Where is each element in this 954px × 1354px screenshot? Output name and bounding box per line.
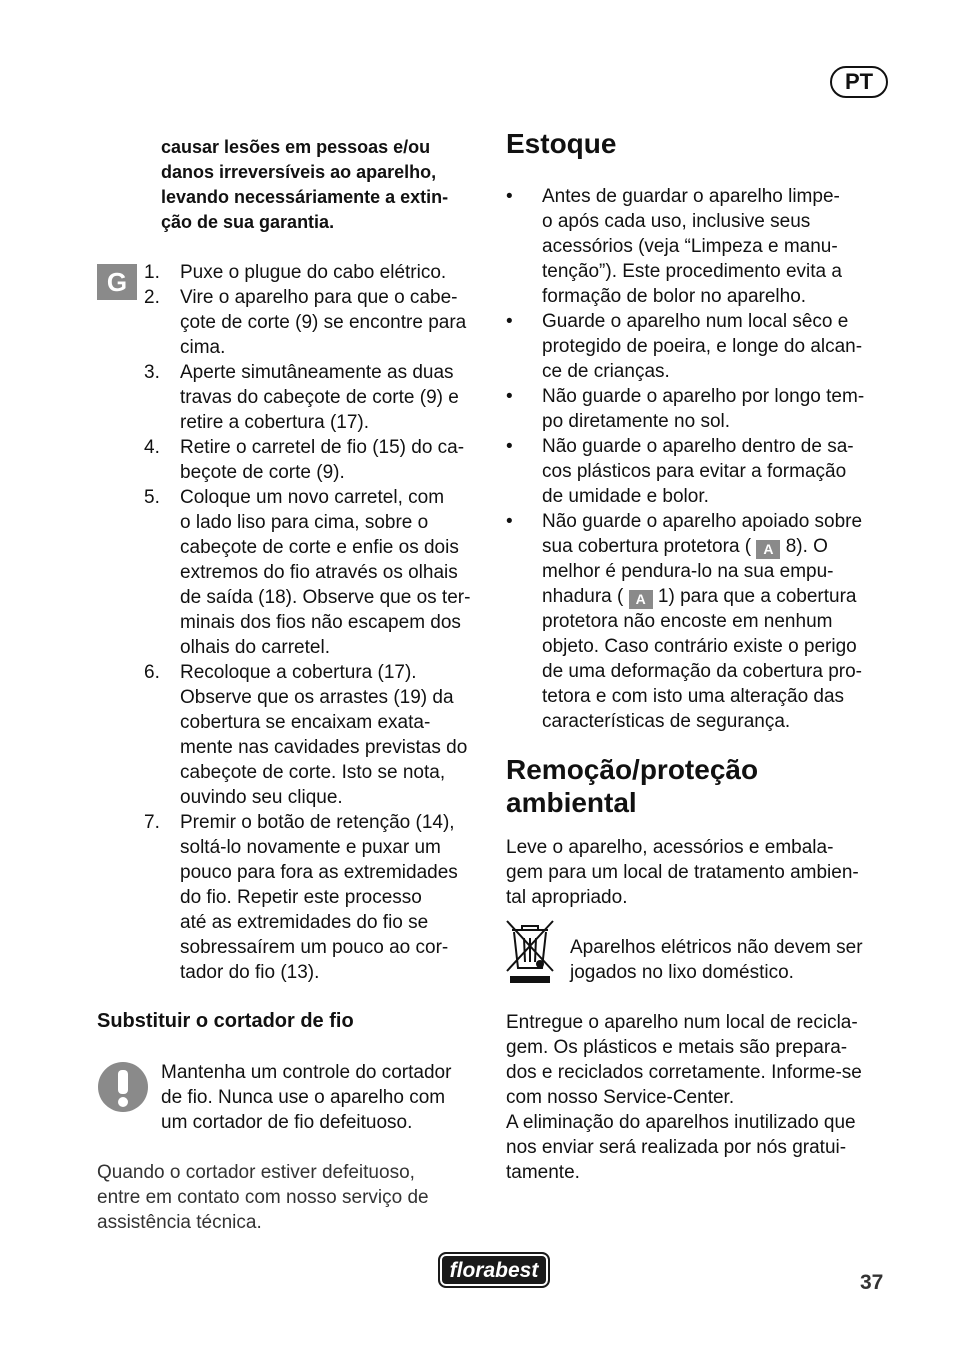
step-number: 2.	[144, 287, 160, 308]
environment-heading	[506, 753, 896, 819]
bullet-line: protetora não encoste em nenhum	[542, 611, 833, 632]
step-line: retire a cobertura (17).	[180, 412, 370, 433]
bullet-line: de umidade e bolor.	[542, 486, 709, 507]
procedure-steps	[144, 260, 484, 985]
bullet-item	[506, 384, 890, 434]
paragraph-line: com nosso Service-Center.	[506, 1087, 735, 1108]
warning-line: causar lesões em pessoas e/ou	[161, 137, 431, 157]
bullet-line: formação de bolor no aparelho.	[542, 286, 807, 307]
weee-line: jogados no lixo doméstico.	[570, 962, 794, 983]
weee-notice	[570, 935, 900, 985]
contact-paragraph	[97, 1160, 492, 1235]
bullet-line: acessórios (veja “Limpeza e manu-	[542, 236, 838, 257]
step-number: 3.	[144, 362, 160, 383]
step-line: olhais do carretel.	[180, 637, 330, 658]
paragraph-line: gem para um local de tratamento ambien-	[506, 862, 859, 883]
contact-line: assistência técnica.	[97, 1212, 262, 1233]
step-line: até as extremidades do fio se	[180, 912, 429, 933]
figure-a-tag: A	[756, 540, 780, 559]
bullet-mark: •	[506, 186, 513, 207]
step-item	[144, 260, 484, 285]
step-item	[144, 660, 484, 810]
bullet-item	[506, 434, 890, 509]
step-line: beçote de corte (9).	[180, 462, 345, 483]
florabest-logo: florabest	[438, 1252, 550, 1288]
paragraph-line: nos enviar será realizada por nós gratui-	[506, 1137, 847, 1158]
paragraph-line: Leve o aparelho, acessórios e embala-	[506, 837, 834, 858]
step-line: mente nas cavidades previstas do	[180, 737, 468, 758]
step-line: cima.	[180, 337, 226, 358]
bullet-line: ce de crianças.	[542, 361, 670, 382]
bullet-line: tenção”). Este procedimento evita a	[542, 261, 842, 282]
bullet-line: Não guarde o aparelho por longo tem-	[542, 386, 865, 407]
step-line: Observe que os arrastes (19) da	[180, 687, 454, 708]
step-line: cobertura se encaixam exata-	[180, 712, 431, 733]
bullet-mark: •	[506, 436, 513, 457]
step-item	[144, 360, 484, 435]
warning-line: danos irreversíveis ao aparelho,	[161, 162, 437, 182]
step-line: Recoloque a cobertura (17).	[180, 662, 417, 683]
step-number: 4.	[144, 437, 160, 458]
step-line: Puxe o plugue do cabo elétrico.	[180, 262, 447, 283]
paragraph-line: Entregue o aparelho num local de recicla-	[506, 1012, 858, 1033]
paragraph-line: tamente.	[506, 1162, 580, 1183]
weee-line: Aparelhos elétricos não devem ser	[570, 937, 863, 958]
bullet-text: 1) para que a cobertura	[657, 586, 857, 607]
bullet-text: 8). O	[785, 536, 828, 557]
step-number: 6.	[144, 662, 160, 683]
bullet-line: o após cada uso, inclusive seus	[542, 211, 811, 232]
bullet-line: protegido de poeira, e longe do alcan-	[542, 336, 863, 357]
bullet-text: sua cobertura protetora (	[542, 536, 752, 557]
figure-a-tag: A	[629, 590, 653, 609]
notice-line: de fio. Nunca use o aparelho com	[161, 1087, 446, 1108]
warning-line: ção de sua garantia.	[161, 212, 335, 232]
bullet-line: cos plásticos para evitar a formação	[542, 461, 847, 482]
recycling-paragraph	[506, 1010, 896, 1185]
step-line: pouco para fora as extremidades	[180, 862, 458, 883]
step-line: extremos do fio através os olhais	[180, 562, 458, 583]
notice-line: um cortador de fio defeituoso.	[161, 1112, 413, 1133]
cutter-notice	[161, 1060, 491, 1135]
heading-line: ambiental	[506, 787, 637, 818]
paragraph-line: A eliminação do aparelhos inutilizado que	[506, 1112, 856, 1133]
heading-line: Remoção/proteção	[506, 754, 759, 785]
step-line: Coloque um novo carretel, com	[180, 487, 445, 508]
language-badge: PT	[830, 66, 888, 98]
section-g-tag: G	[97, 264, 137, 300]
step-line: travas do cabeçote de corte (9) e	[180, 387, 459, 408]
bullet-item	[506, 509, 890, 734]
bullet-line	[542, 534, 890, 559]
paragraph-line: dos e reciclados corretamente. Informe-se	[506, 1062, 862, 1083]
contact-line: entre em contato com nosso serviço de	[97, 1187, 429, 1208]
bullet-line	[542, 584, 890, 609]
bullet-line: Antes de guardar o aparelho limpe-	[542, 186, 840, 207]
step-line: tador do fio (13).	[180, 962, 320, 983]
sub-heading-replace-cutter: Substituir o cortador de fio	[97, 1010, 354, 1032]
step-line: Vire o aparelho para que o cabe-	[180, 287, 458, 308]
step-line: Retire o carretel de fio (15) do ca-	[180, 437, 465, 458]
step-line: minais dos fios não escapem dos	[180, 612, 461, 633]
step-line: soltá-lo novamente e puxar um	[180, 837, 441, 858]
step-line: çote de corte (9) se encontre para	[180, 312, 467, 333]
storage-bullets	[506, 184, 890, 734]
storage-heading: Estoque	[506, 128, 617, 159]
paragraph-line: gem. Os plásticos e metais são prepara-	[506, 1037, 848, 1058]
step-line: Aperte simutâneamente as duas	[180, 362, 454, 383]
bullet-text: nhadura (	[542, 586, 624, 607]
bullet-mark: •	[506, 311, 513, 332]
bullet-item	[506, 184, 890, 309]
step-item	[144, 285, 484, 360]
bullet-line: po diretamente no sol.	[542, 411, 731, 432]
crossed-bin-icon	[504, 918, 556, 986]
bullet-line: Não guarde o aparelho dentro de sa-	[542, 436, 854, 457]
bullet-line: objeto. Caso contrário existe o perigo	[542, 636, 857, 657]
bullet-line: tetora e com isto uma alteração das	[542, 686, 845, 707]
step-item	[144, 435, 484, 485]
step-item	[144, 485, 484, 660]
bullet-line: Guarde o aparelho num local sêco e	[542, 311, 849, 332]
step-line: o lado liso para cima, sobre o	[180, 512, 429, 533]
bullet-line: de uma deformação da cobertura pro-	[542, 661, 863, 682]
warning-continuation	[161, 135, 491, 235]
exclamation-icon	[97, 1061, 149, 1113]
environment-paragraph	[506, 835, 896, 910]
step-number: 5.	[144, 487, 160, 508]
paragraph-line: tal apropriado.	[506, 887, 628, 908]
step-line: cabeçote de corte e enfie os dois	[180, 537, 459, 558]
contact-line: Quando o cortador estiver defeituoso,	[97, 1162, 415, 1183]
step-line: cabeçote de corte. Isto se nota,	[180, 762, 446, 783]
bullet-line: características de segurança.	[542, 711, 791, 732]
page-number: 37	[860, 1271, 884, 1294]
bullet-item	[506, 309, 890, 384]
bullet-line: Não guarde o aparelho apoiado sobre	[542, 511, 863, 532]
notice-line: Mantenha um controle do cortador	[161, 1062, 452, 1083]
step-line: Premir o botão de retenção (14),	[180, 812, 455, 833]
bullet-line: melhor é pendura-lo na sua empu-	[542, 561, 834, 582]
step-number: 7.	[144, 812, 160, 833]
warning-line: levando necessáriamente a extin-	[161, 187, 449, 207]
bullet-mark: •	[506, 386, 513, 407]
step-item	[144, 810, 484, 985]
step-line: do fio. Repetir este processo	[180, 887, 422, 908]
step-number: 1.	[144, 262, 160, 283]
step-line: sobressaírem um pouco ao cor-	[180, 937, 449, 958]
step-line: de saída (18). Observe que os ter-	[180, 587, 471, 608]
bullet-mark: •	[506, 511, 513, 532]
step-line: ouvindo seu clique.	[180, 787, 343, 808]
